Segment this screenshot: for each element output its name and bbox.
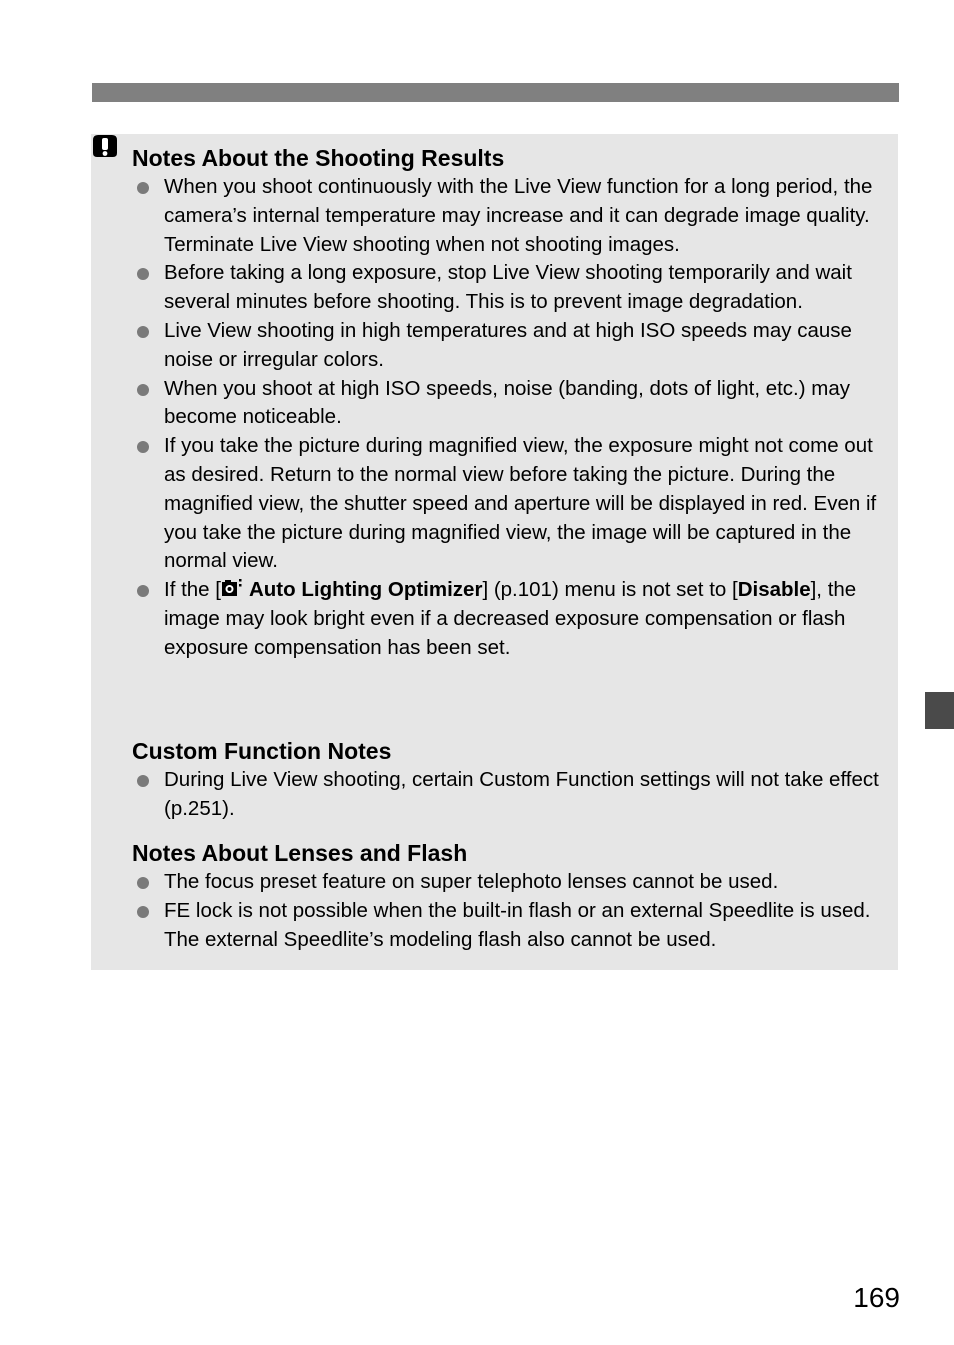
bullet-icon — [137, 326, 149, 338]
list-item: During Live View shooting, certain Custom Function settings will not take effect (p.251). — [132, 766, 882, 824]
section-custom-function — [132, 736, 882, 824]
section-heading: Notes About Lenses and Flash — [132, 840, 468, 866]
list-item: Before taking a long exposure, stop Live View shooting temporarily and wait several minutes before shooting. This is to prevent image degradation. — [132, 259, 882, 317]
list-item: When you shoot continuously with the Live View function for a long period, the camera’s internal temperature may increase and it can degrade image quality. Terminate Live View shooting when not shooting images. — [132, 173, 882, 259]
section-shooting-results — [132, 143, 882, 663]
bullet-icon — [137, 268, 149, 280]
bullet-list — [132, 173, 882, 663]
chapter-tab — [925, 692, 954, 729]
caution-icon — [90, 134, 120, 164]
menu-label: Auto Lighting Optimizer — [248, 578, 483, 602]
list-item: Live View shooting in high temperatures and at high ISO speeds may cause noise or irregular colors. — [132, 317, 882, 375]
list-item: If you take the picture during magnified view, the exposure might not come out as desired. Return to the normal view before taking the picture. During the magnified view, the shutter speed and aperture will be displayed in red. Even if you take the picture during magnified view, the image will be captured in the normal view. — [132, 432, 882, 576]
header-rule — [92, 83, 899, 102]
page-number: 169 — [853, 1282, 900, 1313]
bullet-icon — [137, 441, 149, 453]
bullet-icon — [137, 906, 149, 918]
list-item: When you shoot at high ISO speeds, noise (banding, dots of light, etc.) may become noticeable. — [132, 375, 882, 433]
setting-label: Disable — [737, 578, 811, 602]
section-heading: Custom Function Notes — [132, 738, 392, 764]
bullet-icon — [137, 384, 149, 396]
bullet-icon — [137, 585, 149, 597]
list-item: The focus preset feature on super telephoto lenses cannot be used. — [132, 868, 882, 897]
bullet-icon — [137, 877, 149, 889]
list-item-auto-lighting: If the [ Auto Lighting Optimizer] (p.101) menu is not set to [Disable], the image may look bright even if a decreased exposure compensation or flash exposure compensation has been set. — [132, 576, 882, 662]
section-heading: Notes About the Shooting Results — [132, 145, 505, 171]
camera-shooting-menu-icon — [221, 578, 245, 598]
bullet-list — [132, 766, 882, 824]
bullet-list — [132, 868, 882, 954]
bullet-icon — [137, 182, 149, 194]
list-item: FE lock is not possible when the built-in flash or an external Speedlite is used. The external Speedlite’s modeling flash also cannot be used. — [132, 897, 882, 955]
bullet-icon — [137, 775, 149, 787]
section-lenses-flash — [132, 838, 882, 954]
